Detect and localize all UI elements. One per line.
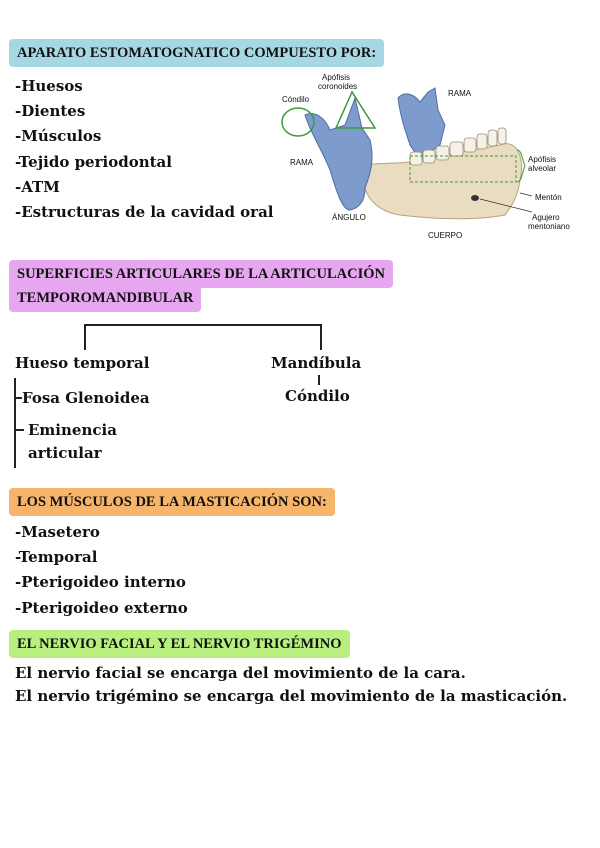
fosa-glenoidea: Fosa Glenoidea bbox=[22, 389, 150, 407]
list-item: -Temporal bbox=[15, 548, 98, 567]
list-item: -Tejido periodontal bbox=[15, 152, 172, 171]
label-cuerpo: CUERPO bbox=[428, 231, 463, 240]
hueso-temporal-heading: Hueso temporal bbox=[15, 354, 150, 372]
mandibula-connector bbox=[318, 375, 320, 385]
mandible-diagram bbox=[270, 70, 590, 242]
label-rama-top: RAMA bbox=[448, 89, 472, 98]
list-item: -ATM bbox=[15, 177, 60, 196]
list-item: -Músculos bbox=[15, 127, 102, 146]
mental-foramen bbox=[471, 195, 479, 201]
articular: articular bbox=[28, 444, 102, 462]
section-heading-nervios: EL NERVIO FACIAL Y EL NERVIO TRIGÉMINO bbox=[9, 630, 350, 658]
label-apofisis-alveolar-1: Apófisis bbox=[528, 155, 557, 164]
list-item: -Pterigoideo interno bbox=[15, 573, 186, 592]
label-angulo: ÁNGULO bbox=[332, 213, 366, 222]
label-apofisis-coronoides-2: coronoides bbox=[318, 82, 358, 91]
list-item: -Pterigoideo externo bbox=[15, 598, 188, 617]
eminencia: Eminencia bbox=[28, 421, 117, 439]
list-item: -Dientes bbox=[15, 102, 86, 121]
musculos-list bbox=[15, 520, 188, 621]
nervio-facial-text: El nervio facial se encarga del movimiento de la cara. bbox=[15, 664, 466, 682]
label-agujero-2: mentoniano bbox=[528, 222, 570, 231]
list-item: -Huesos bbox=[15, 77, 83, 95]
label-rama-left: RAMA bbox=[290, 158, 314, 167]
branch-tick-fosa bbox=[14, 397, 22, 399]
branch-tick-eminencia bbox=[14, 429, 24, 431]
tree-connector-right bbox=[320, 324, 322, 350]
label-condilo: Cóndilo bbox=[282, 95, 310, 104]
section-heading-aparato: APARATO ESTOMATOGNATICO COMPUESTO POR: bbox=[9, 39, 384, 67]
label-agujero-1: Agujero bbox=[532, 213, 560, 222]
list-item: -Masetero bbox=[15, 523, 100, 541]
section-heading-superficies-2: TEMPOROMANDIBULAR bbox=[9, 284, 201, 312]
condilo-item: Cóndilo bbox=[285, 387, 350, 405]
label-apofisis-alveolar-2: alveolar bbox=[528, 164, 557, 173]
label-menton: Mentón bbox=[535, 193, 562, 202]
section-heading-musculos: LOS MÚSCULOS DE LA MASTICACIÓN SON: bbox=[9, 488, 335, 516]
left-ramus bbox=[305, 98, 372, 210]
nervio-trigemino-text: El nervio trigémino se encarga del movimiento de la masticación. bbox=[15, 687, 568, 705]
section-heading-superficies-1: SUPERFICIES ARTICULARES DE LA ARTICULACIÓN bbox=[9, 260, 393, 288]
tree-connector-left bbox=[84, 324, 86, 350]
temporal-branch-line bbox=[14, 378, 16, 468]
mandibula-heading: Mandíbula bbox=[271, 354, 362, 372]
label-apofisis-coronoides-1: Apófisis bbox=[322, 73, 351, 82]
tree-connector-horizontal bbox=[84, 324, 322, 326]
aparato-list bbox=[15, 74, 274, 225]
list-item: -Estructuras de la cavidad oral bbox=[15, 203, 274, 222]
